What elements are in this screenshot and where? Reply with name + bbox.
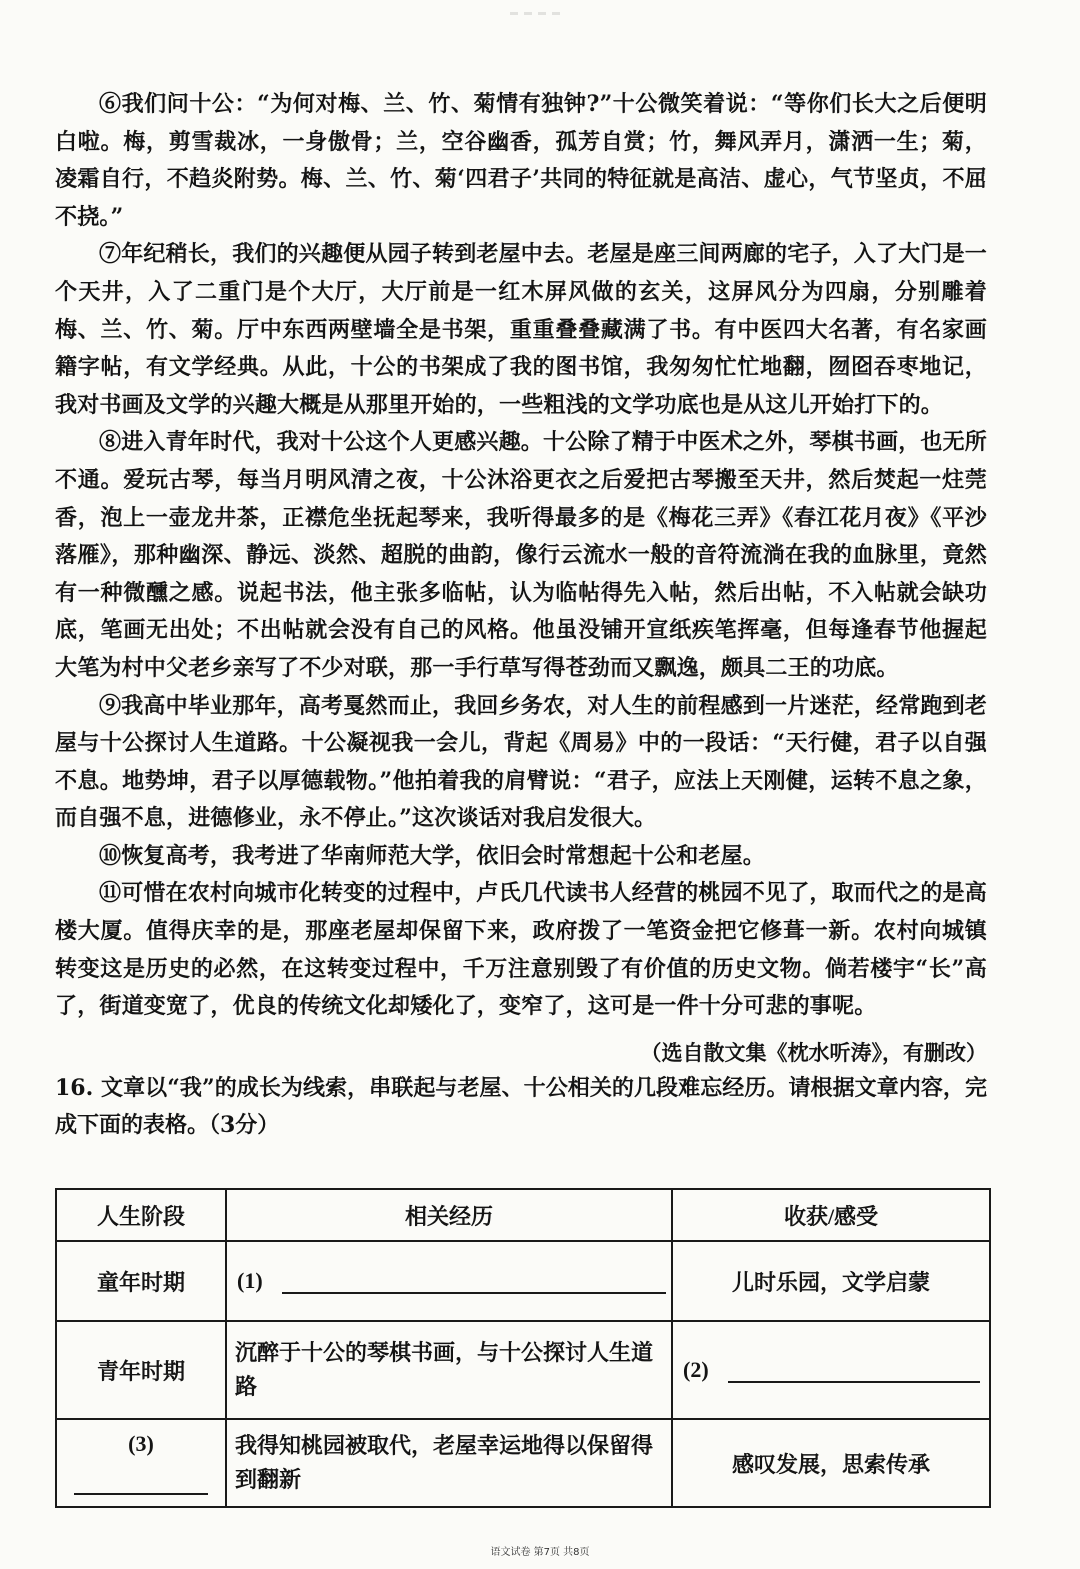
paragraph-6: ⑥我们问十公：“为何对梅、兰、竹、菊情有独钟?”十公微笑着说：“等你们长大之后便明白啦。梅，剪雪裁冰，一身傲骨；兰，空谷幽香，孤芳自赏；竹，舞风弄月，潇洒一生；菊，凌霜自行，不趋炎附势。梅、兰、竹、菊‘四君子’共同的特征就是高洁、虚心，气节坚贞，不屈不挠。”: [55, 91, 987, 230]
feeling-cell: 儿时乐园，文学启蒙: [672, 1241, 990, 1321]
paragraph-9: ⑨我高中毕业那年，高考戛然而止，我回乡务农，对人生的前程感到一片迷茫，经常跑到老屋与十公探讨人生道路。十公凝视我一会儿，背起《周易》中的一段话：“天行健，君子以自强不息。地势坤，君子以厚德载物。”他拍着我的肩臂说：“君子，应法上天刚健，运转不息之象，而自强不息，进德修业，永不停止。”这次谈话对我启发很大。: [55, 692, 988, 832]
blank-underline: [282, 1270, 666, 1294]
stage-cell: 童年时期: [56, 1241, 226, 1321]
top-scan-mark: [510, 0, 600, 6]
blank-label: (2): [683, 1356, 709, 1382]
answer-blank-2[interactable]: [672, 1321, 990, 1419]
paragraph-7: ⑦年纪稍长，我们的兴趣便从园子转到老屋中去。老屋是座三间两廊的宅子，入了大门是一个天井，入了二重门是个大厅，大厅前是一红木屏风做的玄关，这屏风分为四扇，分别雕着梅、兰、竹、菊。厅中东西两壁墙全是书架，重重叠叠藏满了书。有中医四大名著，有名家画籍字帖，有文学经典。从此，十公的书架成了我的图书馆，我匆匆忙忙地翻，囫囵吞枣地记，我对书画及文学的兴趣大概是从那里开始的，一些粗浅的文学功底也是从这儿开始打下的。: [55, 241, 988, 418]
blank-underline: [728, 1359, 980, 1383]
header-experience: 相关经历: [226, 1189, 672, 1241]
header-feeling: 收获/感受: [672, 1189, 990, 1241]
page-footer: 语文试卷 第7页 共8页: [490, 1547, 590, 1558]
header-stage: 人生阶段: [56, 1189, 226, 1241]
experience-cell: 我得知桃园被取代，老屋幸运地得以保留得到翻新: [226, 1419, 672, 1507]
table-header-row: [56, 1189, 990, 1241]
answer-blank-1[interactable]: [226, 1241, 672, 1321]
question-16: 16. 文章以“我”的成长为线索，串联起与老屋、十公相关的几段难忘经历。请根据文章内容，完成下面的表格。（3分）: [55, 1074, 987, 1138]
article-body: [55, 86, 987, 1144]
answer-blank-3[interactable]: [56, 1419, 226, 1507]
blank-label: (3): [128, 1431, 154, 1456]
paragraph-10: ⑩恢复高考，我考进了华南师范大学，依旧会时常想起十公和老屋。: [99, 842, 766, 869]
blank-label: (1): [237, 1267, 263, 1293]
table-row: [56, 1419, 990, 1507]
feeling-cell: 感叹发展，思索传承: [672, 1419, 990, 1507]
paragraph-8: ⑧进入青年时代，我对十公这个人更感兴趣。十公除了精于中医术之外，琴棋书画，也无所不通。爱玩古琴，每当月明风清之夜，十公沐浴更衣之后爱把古琴搬至天井，然后焚起一炷莞香，泡上一壶龙井茶，正襟危坐抚起琴来，我听得最多的是《梅花三弄》《春江花月夜》《平沙落雁》，那种幽深、静远、淡然、超脱的曲韵，像行云流水一般的音符流淌在我的血脉里，竟然有一种微醺之感。说起书法，他主张多临帖，认为临帖得先入帖，然后出帖，不入帖就会缺功底，笔画无出处；不出帖就会没有自己的风格。他虽没铺开宣纸疾笔挥毫，但每逢春节他握起大笔为村中父老乡亲写了不少对联，那一手行草写得苍劲而又飘逸，颇具二王的功底。: [55, 429, 988, 681]
paragraph-11: ⑪可惜在农村向城市化转变的过程中，卢氏几代读书人经营的桃园不见了，取而代之的是高楼大厦。值得庆幸的是，那座老屋却保留下来，政府拨了一笔资金把它修葺一新。农村向城镇转变这是历史的必然，在这转变过程中，千万注意别毁了有价值的历史文物。倘若楼宇“长”高了，街道变宽了，优良的传统文化却矮化了，变窄了，这可是一件十分可悲的事呢。: [55, 880, 988, 1020]
table-row: [56, 1241, 990, 1321]
blank-underline: [74, 1471, 208, 1495]
answer-table: [55, 1188, 991, 1508]
table-row: [56, 1321, 990, 1419]
experience-cell: 沉醉于十公的琴棋书画，与十公探讨人生道路: [226, 1321, 672, 1419]
source-citation: （选自散文集《枕水听涛》，有删改）: [640, 1039, 987, 1065]
stage-cell: 青年时期: [56, 1321, 226, 1419]
